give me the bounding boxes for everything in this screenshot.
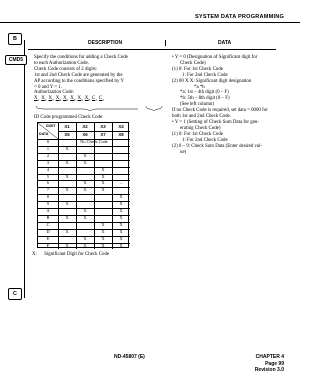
table-mark: X (119, 194, 123, 200)
digit-header-lower: X7 (100, 132, 106, 137)
table-row-data: 2 (46, 152, 50, 158)
table-row-data: B (46, 214, 50, 220)
footnote-text: Significant Digit for Check Code (44, 252, 110, 257)
table-row-data: 8 (46, 194, 50, 200)
table-mark: X (101, 166, 105, 172)
header-rule (0, 22, 300, 23)
digit-header: X4 (118, 124, 124, 129)
table-mark: X (83, 235, 87, 241)
table-mark: X (101, 180, 105, 186)
authorization-code: $X_1$ $X_2$ $X_3$ $X_4$ $X_5$ $X_6$ $X_7$ $X_8$ $C_1$ $C_2$ (34, 96, 104, 103)
table-mark: X (65, 214, 69, 220)
digit-label: DIGIT (46, 124, 56, 128)
table-mark: X (83, 152, 87, 158)
data-heading: DATA (218, 40, 232, 46)
table-mark: X (119, 221, 123, 227)
table-mark: X (65, 201, 69, 207)
digit-header-lower: X6 (82, 132, 88, 137)
table-row-data: 1 (46, 145, 50, 151)
table-mark: X (65, 173, 69, 179)
table-mark: X (65, 187, 69, 193)
table-mark: X (101, 221, 105, 227)
table-mark: – (119, 180, 123, 186)
column-divider (165, 40, 166, 46)
footer-chapter: CHAPTER 4 Page 99 Revision 3.0 (254, 354, 284, 374)
table-mark: X (83, 242, 87, 248)
table-mark: X (83, 187, 87, 193)
data-column: • Y = 0 (Designation of Significant digit for Check Code) (1) 0: For 1st Check Code 1: For 2nd Check Code (2) 00 X X: Significant digit designation *a *b *a: 1st – 4th digit (0 – F) *b: 5th – 8th digit (0 – F) (See left column) If no Check Code is required, set data = 0000 for both 1st and 2nd Check Code. • Y = 1 (Setting of Check Sum Data for gen- erating Check Code) (1) 0: For 1st Check Code 1: For 2nd Check Code (2) 0 – 9: Check Sum Data (Enter desired val- ue) (172, 55, 290, 155)
table-row-data: 9 (46, 201, 50, 207)
table-row-data: 7 (46, 187, 50, 193)
tab-c: C (8, 288, 22, 300)
table-mark: X (101, 228, 105, 234)
table-mark: X (119, 242, 123, 248)
table-mark: X (65, 159, 69, 165)
digit-header: X3 (100, 124, 106, 129)
table-mark: X (101, 173, 105, 179)
table-mark: X (101, 187, 105, 193)
table-row-data: A (46, 208, 50, 213)
digit-header-lower: X8 (118, 132, 124, 137)
data-label: DATA (39, 132, 49, 136)
no-check-code: No Check Code (80, 139, 108, 144)
check-code-table (37, 122, 129, 248)
id-code-label: ID Code programmed Check Code (34, 115, 103, 120)
left-guide-line (24, 40, 25, 298)
tab-b: B (8, 33, 22, 45)
table-mark: X (65, 228, 69, 234)
table-mark: X (101, 235, 105, 241)
table-mark: X (83, 159, 87, 165)
table-mark: X (83, 214, 87, 220)
page-header-title: SYSTEM DATA PROGRAMMING (194, 14, 284, 20)
tab-cmd: CMD5 (5, 55, 27, 65)
table-row-data: E (46, 235, 50, 241)
table-mark: X (65, 242, 69, 248)
data-bullet-y1: • Y = 1 (Setting of Check Sum Data for gen- (172, 119, 259, 125)
table-mark: X (83, 180, 87, 186)
table-mark: X (119, 201, 123, 207)
description-heading: DESCRIPTION (88, 40, 123, 46)
table-mark: X (119, 235, 123, 241)
digit-header-lower: X5 (64, 132, 70, 137)
auth-code-brace (34, 105, 164, 111)
digit-header: X1 (64, 124, 70, 129)
table-mark: X (101, 242, 105, 248)
table-row-data: 3 (46, 159, 50, 165)
column-heading-rule (28, 49, 276, 50)
table-row-data: D (46, 228, 50, 234)
table-mark: X (119, 208, 123, 213)
authorization-label: Authorization Code: (34, 90, 75, 96)
table-mark: X (119, 214, 123, 220)
table-row-data: C (46, 221, 50, 227)
digit-header: X2 (82, 124, 88, 129)
table-mark: X (83, 208, 87, 213)
table-mark: X (119, 228, 123, 234)
footnote (32, 252, 109, 258)
table-row-data: 5 (46, 173, 50, 179)
table-row-data: 4 (46, 166, 50, 172)
footnote-label: X: (32, 252, 37, 257)
data-bullet-y0: • Y = 0 (Designation of Significant digit for (172, 55, 258, 60)
table-row-zero-label: 0 (46, 139, 50, 144)
table-row-data: 6 (46, 180, 50, 186)
footer-doc-number: ND-45807 (E) (114, 354, 145, 360)
description-paragraph: Specify the conditions for adding a Check Code to each Authorization Code. Check Code consists of 2 digits: 1st and 2nd Check Code are generated by the AP according to the conditions specified by Y = 0 and Y = 1. Authorization Code: $X_1$ $X_2$ $X_3$ $X_4$ $X_5$ $X_6$ $X_7$ $X_8$ $C_1$ $C_2$ (34, 55, 164, 104)
table-mark: X (65, 145, 69, 151)
table-row-data: F (46, 242, 50, 248)
